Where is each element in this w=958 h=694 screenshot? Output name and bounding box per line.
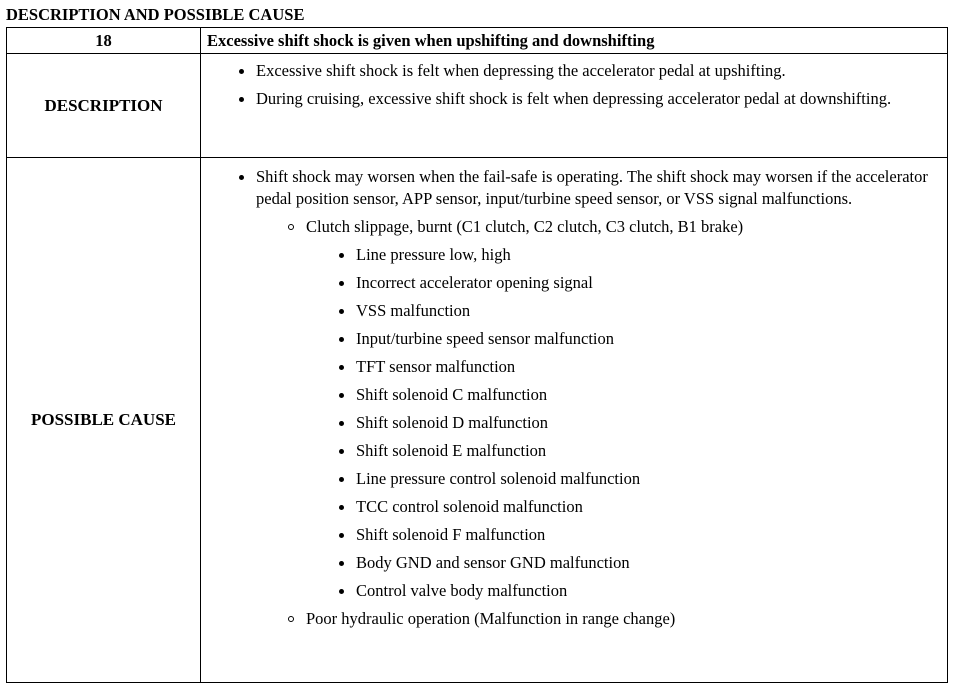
cause-sub-item: TFT sensor malfunction (201, 356, 947, 378)
cause-sub-item: Control valve body malfunction (201, 580, 947, 602)
symptom-number: 18 (7, 28, 201, 54)
possible-cause-label: POSSIBLE CAUSE (7, 158, 201, 683)
description-list (201, 54, 947, 110)
cause-list (201, 158, 947, 630)
description-item: Excessive shift shock is felt when depressing the accelerator pedal at upshifting. (201, 60, 947, 82)
cause-sub-item: Shift solenoid D malfunction (201, 412, 947, 434)
cause-sub-item: Input/turbine speed sensor malfunction (201, 328, 947, 350)
header-row (7, 28, 948, 54)
cause-hydraulic: Poor hydraulic operation (Malfunction in range change) (201, 608, 947, 630)
cause-sub-item: Shift solenoid C malfunction (201, 384, 947, 406)
description-label: DESCRIPTION (7, 54, 201, 158)
possible-cause-row (7, 158, 948, 683)
diagnosis-table (6, 27, 948, 683)
cause-sub-item: Line pressure low, high (201, 244, 947, 266)
cause-sub-item: TCC control solenoid malfunction (201, 496, 947, 518)
cause-sub-item: Body GND and sensor GND malfunction (201, 552, 947, 574)
section-heading: DESCRIPTION AND POSSIBLE CAUSE (6, 5, 305, 24)
cause-sub-item: Incorrect accelerator opening signal (201, 272, 947, 294)
cause-intro: Shift shock may worsen when the fail-safe is operating. The shift shock may worsen if the accelerator pedal position sensor, APP sensor, input/turbine speed sensor, or VSS signal malfunctions. (201, 166, 947, 210)
cause-sub-item: Shift solenoid E malfunction (201, 440, 947, 462)
cause-sub-item: Shift solenoid F malfunction (201, 524, 947, 546)
description-row (7, 54, 948, 158)
cause-sub-item: Line pressure control solenoid malfunction (201, 468, 947, 490)
cause-clutch: Clutch slippage, burnt (C1 clutch, C2 clutch, C3 clutch, B1 brake) (201, 216, 947, 238)
possible-cause-cell (201, 158, 948, 683)
symptom-title: Excessive shift shock is given when upshifting and downshifting (201, 28, 948, 54)
cause-sub-item: VSS malfunction (201, 300, 947, 322)
description-item: During cruising, excessive shift shock is felt when depressing accelerator pedal at downshifting. (201, 88, 947, 110)
description-cell (201, 54, 948, 158)
